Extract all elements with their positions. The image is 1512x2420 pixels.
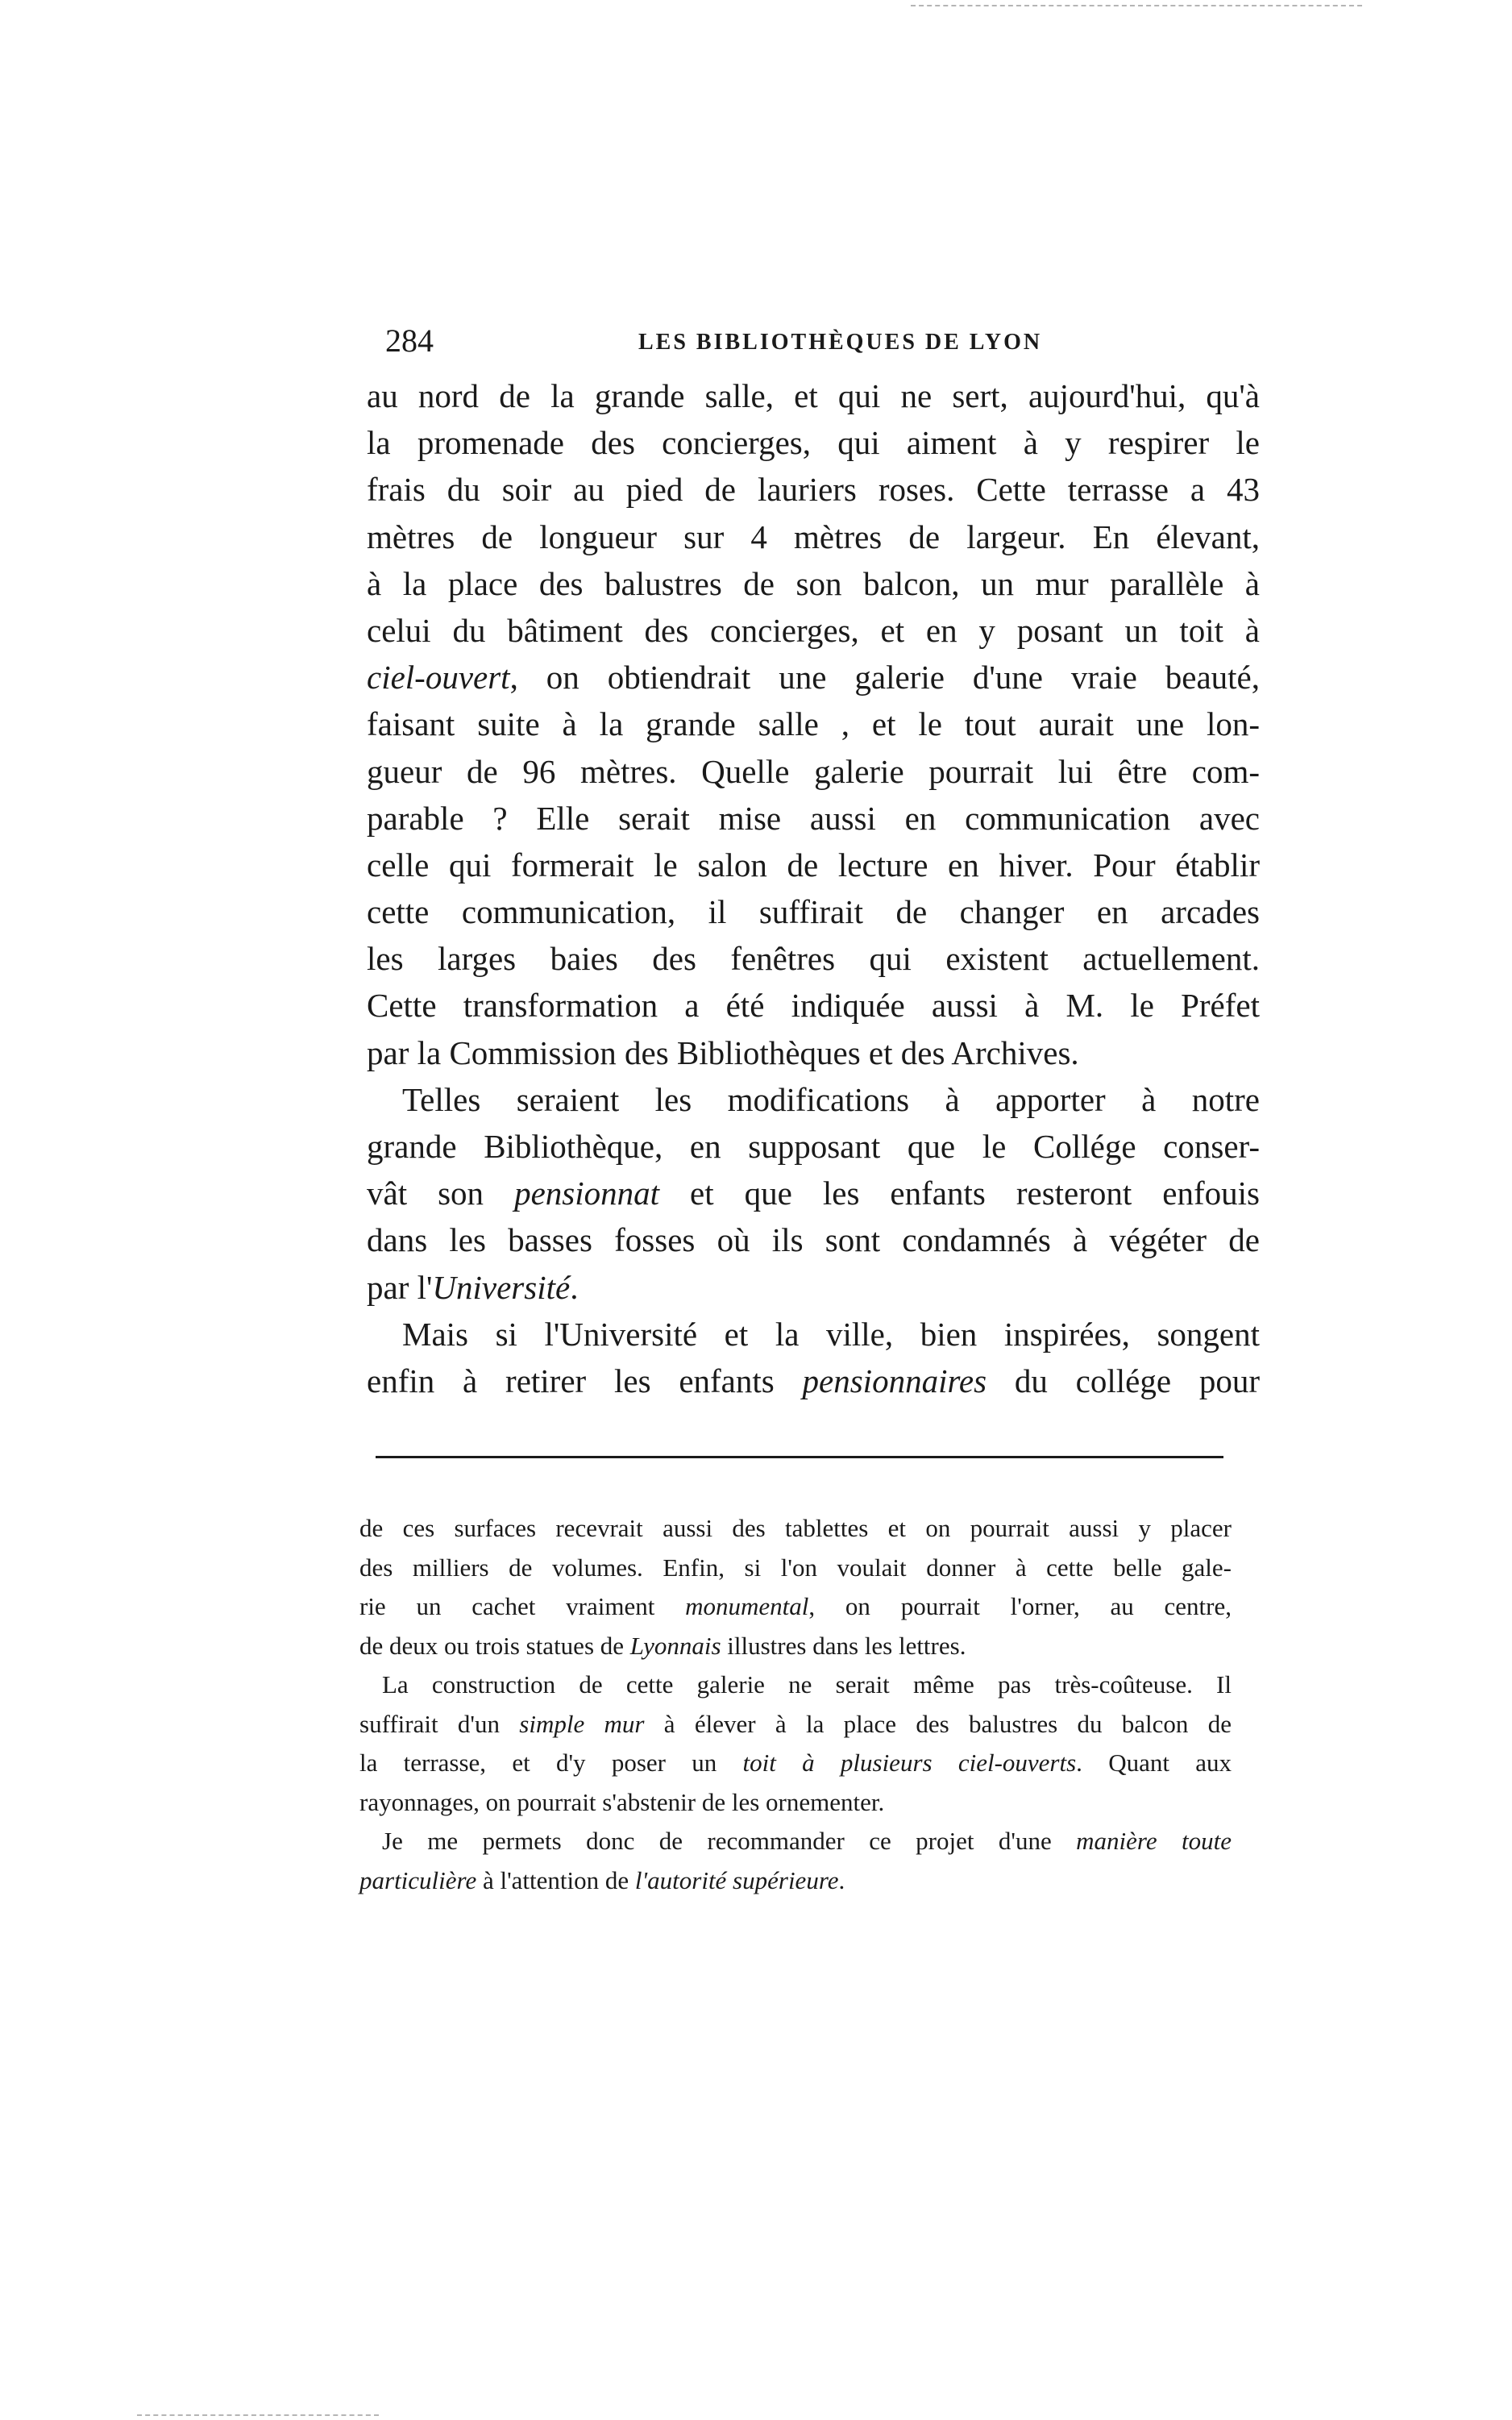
- body-line: frais du soir au pied de lauriers roses. Cette terrasse a 43: [367, 471, 1260, 509]
- body-line: mètres de longueur sur 4 mètres de largeur. En élevant,: [367, 518, 1260, 555]
- body-line: par l'Université.: [367, 1268, 579, 1306]
- body-line: ciel-ouvert, on obtiendrait une galerie d'une vraie beauté,: [367, 659, 1260, 696]
- scan-artifact-top: [911, 5, 1362, 6]
- body-line: celle qui formerait le salon de lecture en hiver. Pour établir: [367, 846, 1260, 884]
- footnote-paragraph-first-line: Je me permets donc de recommander ce projet d'une manière toute: [382, 1827, 1232, 1855]
- body-line: gueur de 96 mètres. Quelle galerie pourrait lui être com-: [367, 752, 1260, 790]
- body-line: au nord de la grande salle, et qui ne sert, aujourd'hui, qu'à: [367, 377, 1260, 414]
- scan-artifact-bottom: [137, 2414, 379, 2416]
- page-number: 284: [385, 322, 434, 359]
- body-line: celui du bâtiment des concierges, et en y posant un toit à: [367, 611, 1260, 649]
- body-line: la promenade des concierges, qui aiment à y respirer le: [367, 424, 1260, 462]
- footnote-line: rayonnages, on pourrait s'abstenir de les ornementer.: [359, 1787, 885, 1816]
- body-line: les larges baies des fenêtres qui existent actuellement.: [367, 940, 1260, 978]
- footnote-line: de deux ou trois statues de Lyonnais illustres dans les lettres.: [359, 1631, 966, 1660]
- footnote-line: de ces surfaces recevrait aussi des tablettes et on pourrait aussi y placer: [359, 1514, 1232, 1542]
- footnote-line: la terrasse, et d'y poser un toit à plusieurs ciel-ouverts. Quant aux: [359, 1748, 1232, 1777]
- body-text: [367, 372, 1260, 1404]
- body-line: faisant suite à la grande salle , et le tout aurait une lon-: [367, 705, 1260, 743]
- footnote-line: suffirait d'un simple mur à élever à la place des balustres du balcon de: [359, 1709, 1232, 1738]
- body-line: enfin à retirer les enfants pensionnaires du collége pour: [367, 1362, 1260, 1399]
- running-title: LES BIBLIOTHÈQUES DE LYON: [638, 330, 1043, 355]
- body-line: à la place des balustres de son balcon, un mur parallèle à: [367, 564, 1260, 602]
- paragraph-first-line: Mais si l'Université et la ville, bien inspirées, songent: [402, 1315, 1260, 1353]
- body-line: par la Commission des Bibliothèques et des Archives.: [367, 1033, 1079, 1071]
- footnote-rule: [376, 1456, 1223, 1458]
- body-line: grande Bibliothèque, en supposant que le Collége conser-: [367, 1128, 1260, 1165]
- body-line: cette communication, il suffirait de changer en arcades: [367, 893, 1260, 931]
- body-line: vât son pensionnat et que les enfants resteront enfouis: [367, 1175, 1261, 1212]
- body-line: parable ? Elle serait mise aussi en communication avec: [367, 799, 1260, 837]
- footnote-line: particulière à l'attention de l'autorité supérieure.: [359, 1865, 845, 1894]
- footnote-line: des milliers de volumes. Enfin, si l'on voulait donner à cette belle gale-: [359, 1553, 1232, 1582]
- footnote-line: rie un cachet vraiment monumental, on pourrait l'orner, au centre,: [359, 1592, 1232, 1620]
- footnote-paragraph-first-line: La construction de cette galerie ne serait même pas très-coûteuse. Il: [382, 1670, 1232, 1699]
- body-line: dans les basses fosses où ils sont condamnés à végéter de: [367, 1221, 1260, 1259]
- page-header: [385, 321, 1272, 361]
- paragraph-first-line: Telles seraient les modifications à apporter à notre: [402, 1080, 1260, 1118]
- footnotes: [359, 1509, 1232, 1900]
- body-line: Cette transformation a été indiquée aussi à M. le Préfet: [367, 987, 1260, 1025]
